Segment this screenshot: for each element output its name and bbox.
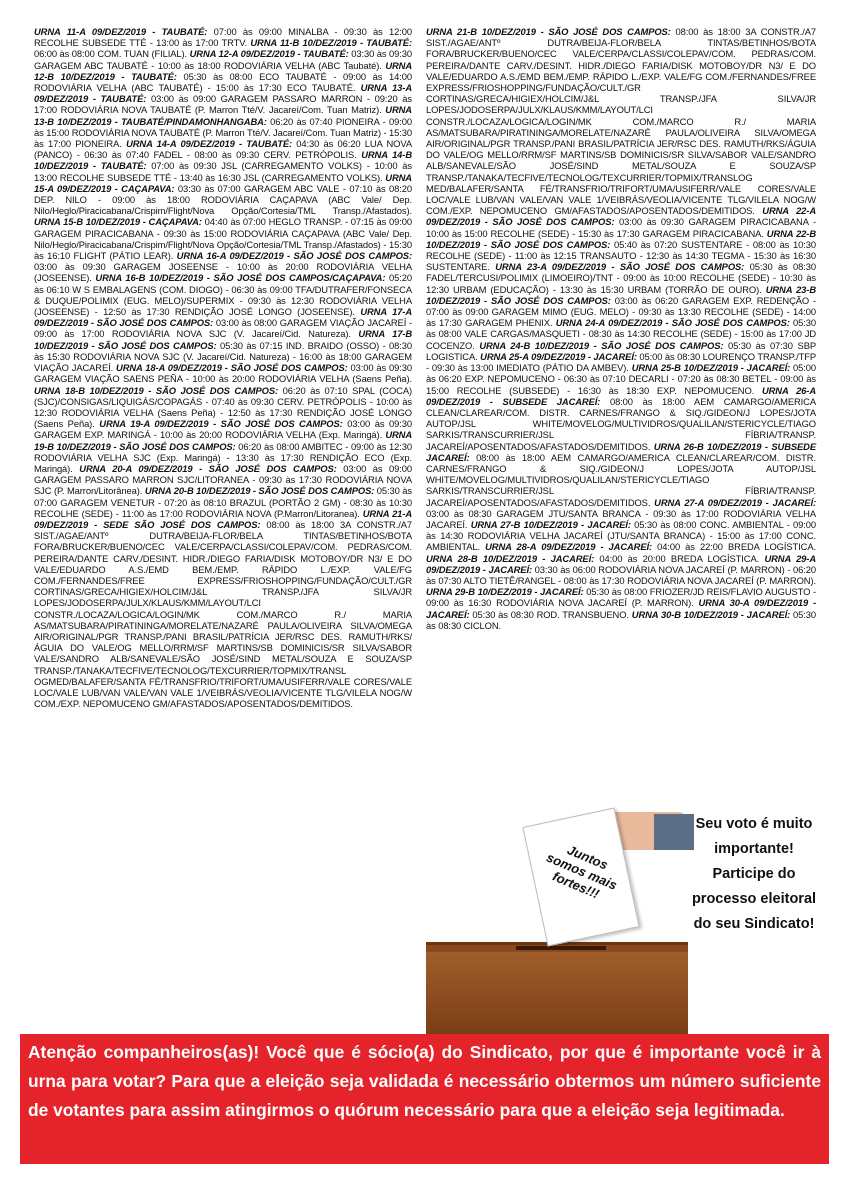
left-urna-schedule: 06:20 às 07:10 SPAL (COCA) (SJC)/CONSIGAS/LIQUIGÁS/COPAGÁS - 07:40 às 09:30 CERV. PETRÓPOLIS - 10:00 às 12:30 RODOVIÁRIA VELHA (Saens Peña) - 12:50 às 17:30 RENDIÇÃO JOSÉ LONGO (Saens Peña). (34, 384, 412, 430)
left-urna-schedule: 03:30 às 07:00 GARAGEM ABC VALE - 07:10 às 08:20 DEP. NILO - 09:00 às 18:00 RODOVIÁRIA CAÇAPAVA (ABC Vale/ Dep. Nilo/Heglo/Piracicabana/Crispim/Flight/Nova Opção/Cortesia/TML Transp./Afastados). (34, 182, 412, 217)
left-urna-heading: URNA 19-B 10/DEZ/2019 - SÃO JOSÉ DOS CAMPOS: (34, 429, 412, 452)
left-urna-schedule: 04:40 às 07:00 HEGLO TRANSP. - 07:15 às 09:00 GARAGEM PIRACICABANA - 09:30 às 15:00 RODOVIÁRIA CAÇAPAVA (ABC Vale/ Dep. Nilo/Heglo/Piracicabana/Crispim/Flight/Nova Opção/Cortesia/TML Transp./Afastados) - 15:30 às 16:10 FLIGHT (PÁTIO LEAR). (34, 216, 412, 262)
left-urna-schedule: 05:20 às 06:10 W S EMBALAGENS (COM. DIOGO) - 06:30 às 09:00 TFA/DUTRAFER/FONSECA & DUQUE/POLIMIX (EUG. MELO)/SUPERMIX - 09:30 às 12:30 RODOVIÁRIA VELHA (JOSEENSE) - 12:50 às 17:30 RENDIÇÃO JOSÉ LONGO (JOSEENSE). (34, 272, 412, 318)
left-urna-heading: URNA 13-A 09/DEZ/2019 - TAUBATÉ: (34, 82, 412, 105)
right-urna-schedule: 04:00 às 20:00 BREDA LOGÍSTICA. (594, 552, 760, 564)
left-column (34, 26, 412, 709)
left-urna-schedule: 07:00 às 09:30 JSL (CARREGAMENTO VOLKS) - 10:00 às 13:00 RECOLHE SUBSEDE TTÉ - 13:40 às 16:30 JSL (CARREGAMENTO VOLKS). (34, 160, 412, 183)
left-urna-schedule: 04:30 às 06:20 LUA NOVA (PANCO) - 06:30 às 07:40 FADEL - 08:00 às 09:30 CERV. PETRÓPOLIS. (34, 138, 412, 161)
right-urna-heading: URNA 30-A 09/DEZ/2019 - JACAREÍ: (426, 597, 816, 620)
right-urna-heading: URNA 22-A 09/DEZ/2019 - SÃO JOSÉ DOS CAMPOS: (426, 205, 816, 228)
right-urna-heading: URNA 25-A 09/DEZ/2019 - JACAREÍ: (480, 350, 637, 362)
right-urna-schedule: 08:00 às 18:00 3A CONSTR./A7 SIST./AGAE/ANTº DUTRA/BEIJA-FLOR/BELA TINTAS/BETINHOS/BOTA FORA/BRUCKER/BUENO/CEC VALE/CERPA/CLASSI/COLEPAV/COM. PEDRAS/COM. PEREIRA/DANTE CARV./DESINT. HIDR./DIEGO FARIA/DISK MOTOBOY/DR N3/ E DO VALE/EDUARDO A.S./EMD BEM./EMP. RÁPIDO L./EXP. VALE/FG COM./FERNANDES/FREE EXPRESS/FRIOSHOPPING/FUNDAÇÃO/CULT./GR CORTINAS/GRECA/HIGIEX/HOLCIM/J&L TRANSP./JFA SILVA/JR LOPES/JODOSERPA/JULX/KLAUS/KMM/LAYOUT/LCI CONSTR./LOCAZA/LOGICA/LOGIN/MK COM./MARCO R./ MARIA AS/MATSUBARA/PIRATININGA/MORELATE/NAZARÉ PAULA/OLIVEIRA SILVA/OMEGA AIR/ORIGINAL/PGR TRANSP./PANI BRASIL/PATRÍCIA JER/RSC DES. RAMUTH/RKS/ÁGUIA DO VALE/OG MELLO/RRM/SF MARTINS/SB DOMINICIS/SR SILVA/SABOR VALE/SANDRO ALB/SANEVALE/SÃO JOSÉ/SIND METAL/SOUZA E SOUZA/SP TRANSP./TANAKA/TECFIVE/TECNOLOG/TEXCURRIER/TOPMIX/TRANSLOG MED/BALAFER/SANTA FÉ/TRANSFRIO/TRIFORT/UMA/USIFERR/VALE CORES/VALE LOC/VALE LUB/VAN VALE/VAN VALE 1/VEIBRÁS/VEOLIA/VICENTE TLG/VILELA NOG/W COM./EXP. NEPOMUCENO GM/AFASTADOS/APOSENTADOS/DEMITIDOS. (426, 26, 817, 217)
right-column (426, 26, 816, 631)
right-urna-schedule: 05:30 às 07:30 SBP LOGISTICA. (426, 339, 816, 362)
sleeve-icon (654, 814, 694, 850)
right-urna-heading: URNA 29-A 09/DEZ/2019 - JACAREÍ: (426, 552, 816, 575)
left-urna-schedule: 06:00 às 08:00 COM. TUAN (FILIAL). (34, 48, 188, 60)
right-urna-schedule: 05:40 às 07:20 SUSTENTARE - 08:00 às 10:30 RECOLHE (SEDE) - 11:00 às 12:15 TRANSAUTO - 12:30 às 14:30 TEGMA - 15:30 às 16:30 SUSTENTARE. (426, 238, 816, 273)
left-urna-heading: URNA 15-B 10/DEZ/2019 - CAÇAPAVA: (34, 216, 202, 228)
left-urna-heading: URNA 15-A 09/DEZ/2019 - CAÇAPAVA: (34, 171, 412, 194)
alert-banner (20, 1034, 829, 1164)
right-urna-schedule: 05:30 às 08:00 FRIOZER/JD REIS/FLAVIO AUGUSTO - 09:00 às 16:30 RODOVIÁRIA NOVA JACAREÍ (P. MARRON). (426, 586, 816, 609)
left-urna-schedule: 03:00 às 09:00 GARAGEM PASSARO MARRON - 09:20 às 17:00 RODOVIÁRIA NOVA TAUBATÉ (P. Marron Tté/V. Jacareí/Com. Tuan Matriz). (34, 93, 412, 116)
right-urna-heading: URNA 23-A 09/DEZ/2019 - SÃO JOSÉ DOS CAMPOS: (495, 261, 745, 273)
left-urna-heading: URNA 12-B 10/DEZ/2019 - TAUBATÉ: (34, 59, 412, 82)
left-urna-schedule: 03:00 às 09:30 GARAGEM EXP. MARINGÁ - 10:00 às 20:00 RODOVIÁRIA VELHA (Exp. Maringá). (34, 418, 412, 441)
left-urna-schedule: 07:00 às 09:00 MINALBA - 09:30 às 12:00 RECOLHE SUBSEDE TTÉ - 13:00 às 17:00 TRTV. (34, 26, 412, 49)
right-urna-heading: URNA 21-B 10/DEZ/2019 - SÃO JOSÉ DOS CAMPOS: (426, 26, 671, 37)
ballot-slogan: Juntos somos mais fortes!!! (544, 842, 620, 902)
left-urna-schedule: 05:30 às 07:00 GARAGEM VENETUR - 07:20 às 08:10 BRAZUL (PORTÃO 2 GM) - 08:30 às 10:30 RECOLHE (SEDE) - 11:00 às 17:00 RODOVIÁRIA NOVA (P.Marron/Litoranea). (34, 485, 412, 519)
right-urna-schedule: 05:30 às 08:00 CONC. AMBIENTAL - 09:00 às 14:30 RODOVIÁRIA VELHA JACAREÍ (JTU/SANTA BRANCA) - 15:00 às 17:00 CONC. AMBIENTAL. (426, 518, 816, 553)
right-urna-heading: URNA 24-A 09/DEZ/2019 - SÃO JOSÉ DOS CAMPOS: (555, 317, 790, 329)
right-urna-heading: URNA 23-B 10/DEZ/2019 - SÃO JOSÉ DOS CAMPOS: (426, 283, 816, 306)
right-urna-heading: URNA 30-B 10/DEZ/2019 - JACAREÍ: (631, 608, 791, 620)
left-urna-heading: URNA 11-B 10/DEZ/2019 - TAUBATÉ: (250, 37, 412, 49)
left-urna-schedule: 05:30 às 07:15 IND. BRAIDO (OSSO) - 08:30 às 15:30 RODOVIÁRIA NOVA SJC (V. Jacareí/Cid. Natureza) - 16:00 às 18:00 GARAGEM VIAÇÃO JACAREÍ. (34, 339, 412, 374)
schedule-paragraph-right (426, 26, 816, 631)
right-urna-heading: URNA 27-A 09/DEZ/2019 - JACAREÍ: (654, 496, 816, 508)
left-urna-heading: URNA 17-A 09/DEZ/2019 - SÃO JOSÉ DOS CAMPOS: (34, 306, 412, 329)
left-urna-heading: URNA 16-B 10/DEZ/2019 - SÃO JOSÉ DOS CAMPOS/CAÇAPAVA: (95, 272, 386, 284)
banner-text: Atenção companheiros(as)! Você que é sócio(a) do Sindicato, por que é importante você ir à urna para votar? Para que a eleição seja validada é necessário obtermos um número suficiente de votantes para assim atingirmos o quórum necessário para que a eleição seja legitimada. (28, 1042, 821, 1120)
right-urna-schedule: 05:30 às 08:30 ROD. TRANSBUENO. (469, 608, 629, 620)
right-urna-heading: URNA 26-B 10/DEZ/2019 - SUBSEDE JACAREÍ: (426, 440, 816, 463)
right-urna-schedule: 05:30 às 08:30 FADEL/TERCUSI/POLIMIX (LIMOEIRO)/TNT - 09:00 às 10:00 RECOLHE (SEDE) - 10:30 às 12:30 URBAM (EDUCAÇÃO) - 13:30 às 15:30 URBAM (TORRÃO DE OURO). (426, 261, 816, 295)
left-urna-heading: URNA 16-A 09/DEZ/2019 - SÃO JOSÉ DOS CAMPOS: (176, 250, 412, 262)
right-urna-schedule: 04:00 às 22:00 BREDA LOGÍSTICA. (652, 541, 816, 553)
left-urna-heading: URNA 11-A 09/DEZ/2019 - TAUBATÉ: (34, 26, 208, 37)
right-urna-heading: URNA 22-B 10/DEZ/2019 - SÃO JOSÉ DOS CAMPOS: (426, 227, 816, 250)
right-urna-schedule: 05:30 às 08:30 CICLON. (426, 608, 816, 631)
ballot-box (426, 952, 688, 1034)
left-urna-heading: URNA 14-B 10/DEZ/2019 - TAUBATÉ: (34, 149, 412, 172)
ballot-illustration (426, 812, 816, 1034)
left-urna-schedule: 08:00 às 18:00 3A CONSTR./A7 SIST./AGAE/ANTº DUTRA/BEIJA-FLOR/BELA TINTAS/BETINHOS/BOTA FORA/BRUCKER/BUENO/CEC VALE/CERPA/CLASSI/COLEPAV/COM. PEDRAS/COM. PEREIRA/DANTE CARV./DESINT. HIDR./DIEGO FARIA/DISK MOTOBOY/DR N3/ E DO VALE/EDUARDO A.S./EMD BEM./EMP. RÁPIDO L./EXP. VALE/FG COM./FERNANDES/FREE EXPRESS/FRIOSHOPPING/FUNDAÇÃO/CULT./GR CORTINAS/GRECA/HIGIEX/HOLCIM/J&L TRANSP./JFA SILVA/JR LOPES/JODOSERPA/JULX/KLAUS/KMM/LAYOUT/LCI CONSTR./LOCAZA/LOGICA/LOGIN/MK COM./MARCO R./ MARIA AS/MATSUBARA/PIRATININGA/MORELATE/NAZARÉ PAULA/OLIVEIRA SILVA/OMEGA AIR/ORIGINAL/PGR TRANSP./PANI BRASIL/PATRÍCIA JER/RSC DES. RAMUTH/RKS/ÁGUIA DO VALE/OG MELLO/RRM/SF MARTINS/SB DOMINICIS/SR SILVA/SABOR VALE/SANDRO ALB/SANEVALE/SÃO JOSÉ/SIND METAL/SOUZA E SOUZA/SP TRANSP./TANAKA/TECFIVE/TECNOLOG/TEXCURRIER/TOPMIX/TRANSL OGMED/BALAFER/SANTA FÉ/TRANSFRIO/TRIFORT/UMA/USIFERR/VALE CORES/VALE LOC/VALE LUB/VAN VALE/VAN VALE 1/VEIBRÁS/VEOLIA/VICENTE TLG/VILELA NOG/W COM./EXP. NEPOMUCENO GM/AFASTADOS/APOSENTADOS/DEMITIDOS. (34, 518, 412, 710)
right-urna-schedule: 08:00 às 18:00 AEM CAMARGO/AMERICA CLEAN/CLAREAR/COM. DISTR. CARNES/FRANGO & SIQ./GIDEON/J LOPES/JOTA AUTOP/JSL WHITE/MOVELOG/MULTIVIDROS/QUALILAN/STERICYCLE/TIAGO SARKIS/TRANSCURRIER/JSL FÍBRIA/TRANSP. JACAREÍ/APOSENTADOS/AFASTADOS/DEMITIDOS. (426, 395, 817, 452)
left-urna-schedule: 03:00 às 09:00 GARAGEM PASSARO MARRON SJC/LITORANEA - 09:30 às 17:30 RODOVIÁRIA NOVA SJC (P. Marron/Litorânea). (34, 462, 412, 497)
right-urna-schedule: 03:00 às 08:30 GARAGEM JTU/SANTA BRANCA - 09:30 às 17:00 RODOVIÁRIA VELHA JACAREÍ. (426, 507, 816, 530)
right-urna-schedule: 03:00 às 09:30 GARAGEM PIRACICABANA - 10:00 às 15:00 RECOLHE (SEDE) - 15:30 às 17:30 GARAGEM PIRACICABANA. (426, 216, 816, 239)
right-urna-schedule: 05:30 às 08:00 VALE CARGAS/MASQUETI - 08:30 às 14:30 RECOLHE (SEDE) - 15:00 às 17:00 JD COCENZO. (426, 317, 816, 351)
left-urna-heading: URNA 19-A 09/DEZ/2019 - SÃO JOSÉ DOS CAMPOS: (99, 418, 343, 430)
left-urna-schedule: 03:00 às 08:00 GARAGEM VIAÇÃO JACAREÍ - 09:00 às 17:00 RODOVIÁRIA NOVA SJC (V. Jacareí/Cid. Natureza). (34, 317, 412, 340)
left-urna-heading: URNA 17-B 10/DEZ/2019 - SÃO JOSÉ DOS CAMPOS: (34, 328, 412, 351)
left-urna-heading: URNA 21-A 09/DEZ/2019 - SEDE SÃO JOSÉ DOS CAMPOS: (34, 507, 412, 530)
left-urna-schedule: 06:20 às 07:40 PIONEIRA - 09:00 às 15:00 RODOVIÁRIA NOVA TAUBATÉ (P. Marron Tté/V. Jacareí/Com. Tuan Matriz) - 15:30 às 17:00 PIONEIRA. (34, 115, 412, 150)
right-urna-schedule: 03:00 às 06:20 GARAGEM EXP. REDENÇÃO - 07:00 às 09:00 GARAGEM MIMO (EUG. MELO) - 09:30 às 13:30 RECOLHE (SEDE) - 14:00 às 17:30 GARAGEM PHENIX. (426, 294, 816, 329)
vote-message: Seu voto é muito importante! Participe do processo eleitoral do seu Sindicato! (691, 816, 817, 932)
left-urna-heading: URNA 20-A 09/DEZ/2019 - SÃO JOSÉ DOS CAMPOS: (79, 462, 337, 474)
left-urna-heading: URNA 12-A 09/DEZ/2019 - TAUBATÉ: (189, 48, 349, 60)
right-urna-schedule: 05:00 às 06:20 EXP. NEPOMUCENO - 06:30 às 07:10 DECARLI - 07:20 às 08:30 BETEL - 09:00 às 15:00 RECOLHE (SUBSEDE) - 16:30 às 18:30 EXP. NEPOMUCENO. (426, 362, 816, 396)
left-urna-schedule: 06:20 às 08:00 AMBITEC - 09:00 às 12:30 RODOVIÁRIA VELHA SJC (Exp. Maringá) - 13:30 às 17:30 RENDIÇÃO ECO (Exp. Maringá). (34, 440, 412, 474)
right-urna-heading: URNA 24-B 10/DEZ/2019 - SÃO JOSÉ DOS CAMPOS: (479, 339, 724, 351)
right-urna-heading: URNA 26-A 09/DEZ/2019 - SUBSEDE JACAREÍ: (426, 384, 816, 407)
left-urna-heading: URNA 18-B 10/DEZ/2019 - SÃO JOSÉ DOS CAMPOS: (34, 384, 278, 396)
right-urna-schedule: 03:30 às 06:00 RODOVIÁRIA NOVA JACAREÍ (P. MARRON) - 06:20 às 07:30 ALTO TIETÊ/RANGEL - 08:00 às 17:30 RODOVIÁRIA NOVA JACAREÍ (P. MARRON). (426, 563, 816, 586)
left-urna-schedule: 03:30 às 09:30 GARAGEM ABC TAUBATÉ - 10:00 às 18:00 RODOVIÁRIA VELHA (ABC Taubaté). (34, 48, 412, 71)
right-urna-heading: URNA 29-B 10/DEZ/2019 - JACAREÍ: (426, 586, 584, 598)
left-urna-schedule: 03:00 às 09:30 GARAGEM VIAÇÃO SAENS PEÑA - 10:00 às 20:00 RODOVIÁRIA VELHA (Saens Peña). (34, 362, 412, 385)
ballot-slot (516, 946, 606, 950)
schedule-paragraph-left (34, 26, 412, 709)
right-urna-heading: URNA 28-A 09/DEZ/2019 - JACAREÍ: (485, 541, 653, 553)
right-urna-heading: URNA 27-B 10/DEZ/2019 - JACAREÍ: (470, 518, 631, 530)
left-urna-heading: URNA 20-B 10/DEZ/2019 - SÃO JOSÉ DOS CAMPOS: (144, 485, 375, 497)
right-urna-heading: URNA 28-B 10/DEZ/2019 - JACAREÍ: (426, 552, 595, 564)
left-urna-heading: URNA 18-A 09/DEZ/2019 - SÃO JOSÉ DOS CAMPOS: (116, 362, 348, 374)
left-urna-schedule: 03:00 às 09:30 GARAGEM JOSEENSE - 10:00 às 20:00 RODOVIÁRIA VELHA (JOSEENSE). (34, 261, 412, 284)
right-urna-heading: URNA 25-B 10/DEZ/2019 - JACAREÍ: (631, 362, 791, 374)
left-urna-heading: URNA 14-A 09/DEZ/2019 - TAUBATÉ: (126, 138, 293, 150)
left-urna-heading: URNA 13-B 10/DEZ/2019 - TAUBATÉ/PINDAMONHANGABA: (34, 104, 412, 127)
right-urna-schedule: 08:00 às 18:00 AEM CAMARGO/AMERICA CLEAN/CLAREAR/COM. DISTR. CARNES/FRANGO & SIQ./GIDEON/J LOPES/JOTA AUTOP/JSL WHITE/MOVELOG/MULTIVIDROS/QUALILAN/STERICYCLE/TIAGO SARKIS/TRANSCURRIER/JSL FÍBRIA/TRANSP. JACAREÍ/APOSENTADOS/AFASTADOS/DEMITIDOS. (426, 451, 816, 508)
left-urna-schedule: 05:30 às 08:00 ECO TAUBATÉ - 09:00 às 14:00 RODOVIÁRIA VELHA (ABC TAUBATÉ) - 15:00 às 17:30 ECO TAUBATÉ. (34, 70, 412, 94)
right-urna-schedule: 05:00 às 08:30 LOURENÇO TRANSP./TFP - 09:30 às 13:00 IMEDIATO (PÁTIO DA AMBEV). (426, 350, 816, 374)
